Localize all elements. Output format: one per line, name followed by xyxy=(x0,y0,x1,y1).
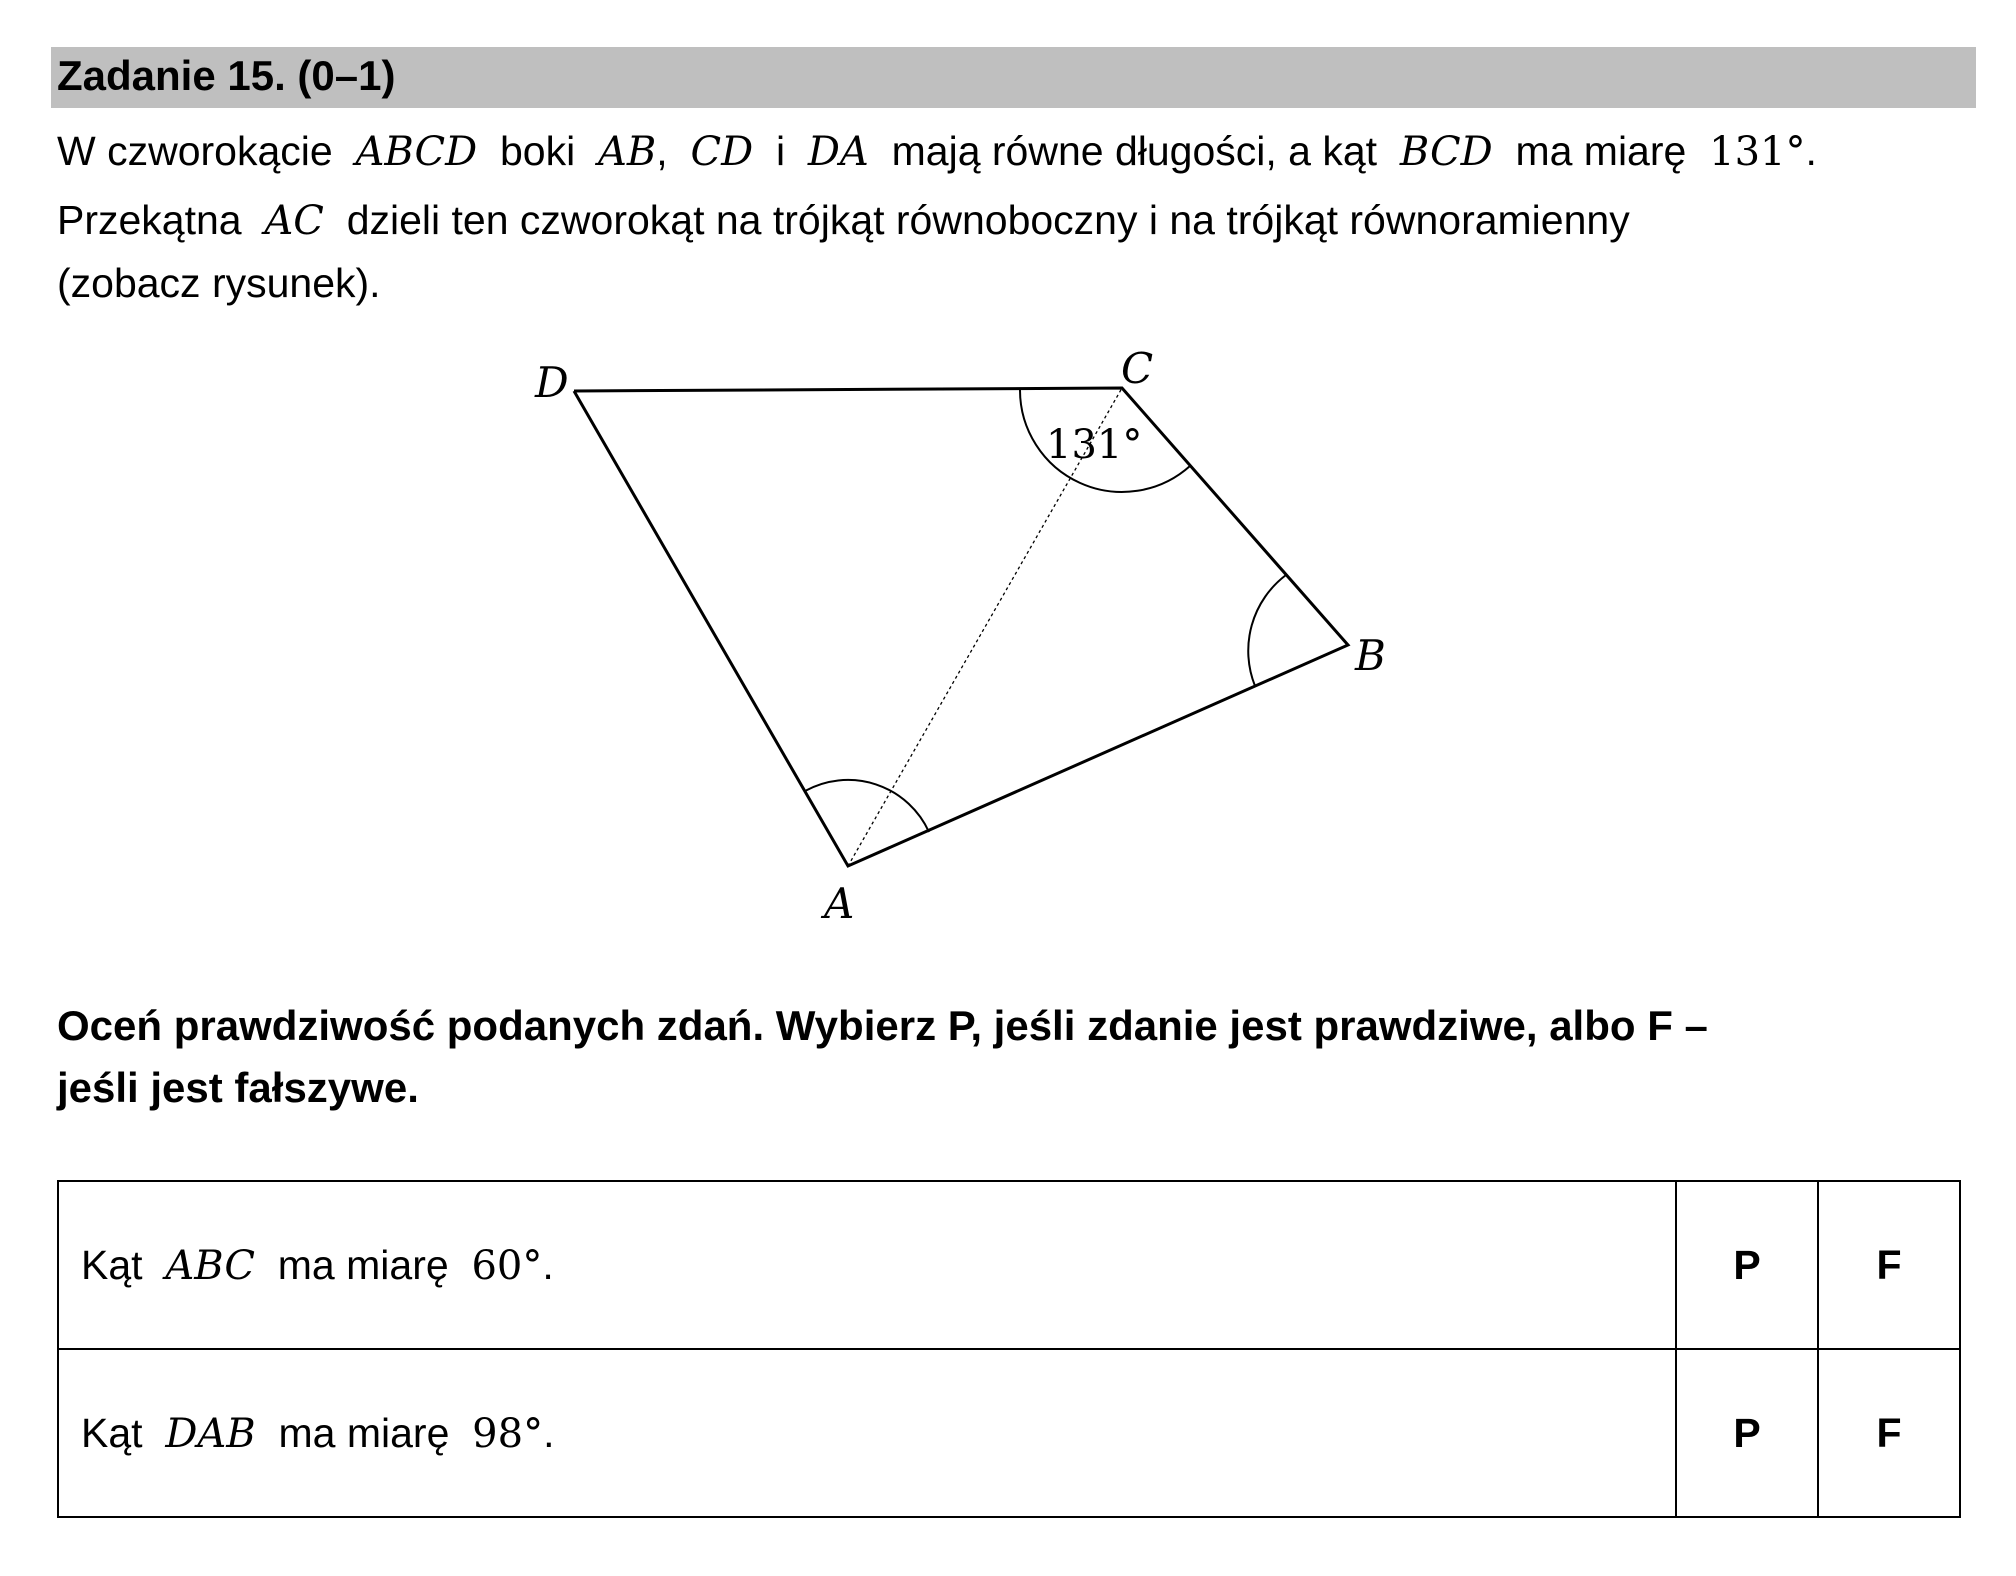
intro-text: ma miarę xyxy=(1515,128,1687,174)
intro-text: boki xyxy=(499,128,576,174)
vertex-label-a: A xyxy=(824,879,855,928)
statement-word: ma miarę xyxy=(277,1241,449,1288)
statement-text xyxy=(58,1349,1676,1517)
vertex-label-b: B xyxy=(1355,631,1386,680)
answer-false-option[interactable]: F xyxy=(1818,1349,1960,1517)
math-side-da: DA xyxy=(807,129,869,175)
answer-false-option[interactable]: F xyxy=(1818,1181,1960,1349)
math-side-cd: CD xyxy=(690,129,754,175)
vertex-label-c: C xyxy=(1121,344,1154,393)
intro-text: mają równe długości, a kąt xyxy=(891,128,1378,174)
instruction xyxy=(57,995,1708,1119)
instruction-line-1: Oceń prawdziwość podanych zdań. Wybierz P, jeśli zdanie jest prawdziwe, albo F – xyxy=(57,1002,1708,1049)
statement-word: . xyxy=(542,1241,554,1288)
vertex-label-d: D xyxy=(535,358,569,407)
statement-word: ma miarę xyxy=(278,1409,450,1456)
true-false-table xyxy=(57,1180,1961,1518)
intro-text: W czworokącie xyxy=(57,128,333,174)
intro-text: Przekątna xyxy=(57,197,242,243)
statement-text xyxy=(58,1181,1676,1349)
answer-true-option[interactable]: P xyxy=(1676,1349,1818,1517)
task-title: Zadanie 15. (0–1) xyxy=(57,52,396,99)
statement-word: . xyxy=(543,1409,555,1456)
math-angle-value: 60° xyxy=(471,1242,543,1289)
instruction-line-2: jeśli jest fałszywe. xyxy=(57,1064,419,1111)
intro-text: i xyxy=(775,128,786,174)
intro-text: . xyxy=(1805,128,1817,174)
math-angle-value: 131° xyxy=(1709,129,1806,175)
statement-word: Kąt xyxy=(81,1241,143,1288)
intro-text: , xyxy=(656,128,668,174)
math-side-ab: AB xyxy=(597,129,657,175)
statement-row xyxy=(58,1181,1960,1349)
statement-row xyxy=(58,1349,1960,1517)
answer-true-option[interactable]: P xyxy=(1676,1181,1818,1349)
intro-line-3: (zobacz rysunek). xyxy=(57,260,381,306)
angle-arc-b xyxy=(1248,575,1286,686)
intro-text: dzieli ten czworokąt na trójkąt równoboczny i na trójkąt równoramienny xyxy=(346,197,1630,243)
math-angle-bcd: BCD xyxy=(1399,129,1493,175)
math-angle-value: 98° xyxy=(472,1410,544,1457)
angle-label-c: 131° xyxy=(1046,422,1143,468)
math-quad-abcd: ABCD xyxy=(355,129,478,175)
statement-word: Kąt xyxy=(81,1409,143,1456)
math-diagonal-ac: AC xyxy=(264,198,324,244)
math-angle-dab: DAB xyxy=(165,1410,256,1457)
quadrilateral-outline xyxy=(574,388,1348,866)
math-angle-abc: ABC xyxy=(165,1242,255,1289)
